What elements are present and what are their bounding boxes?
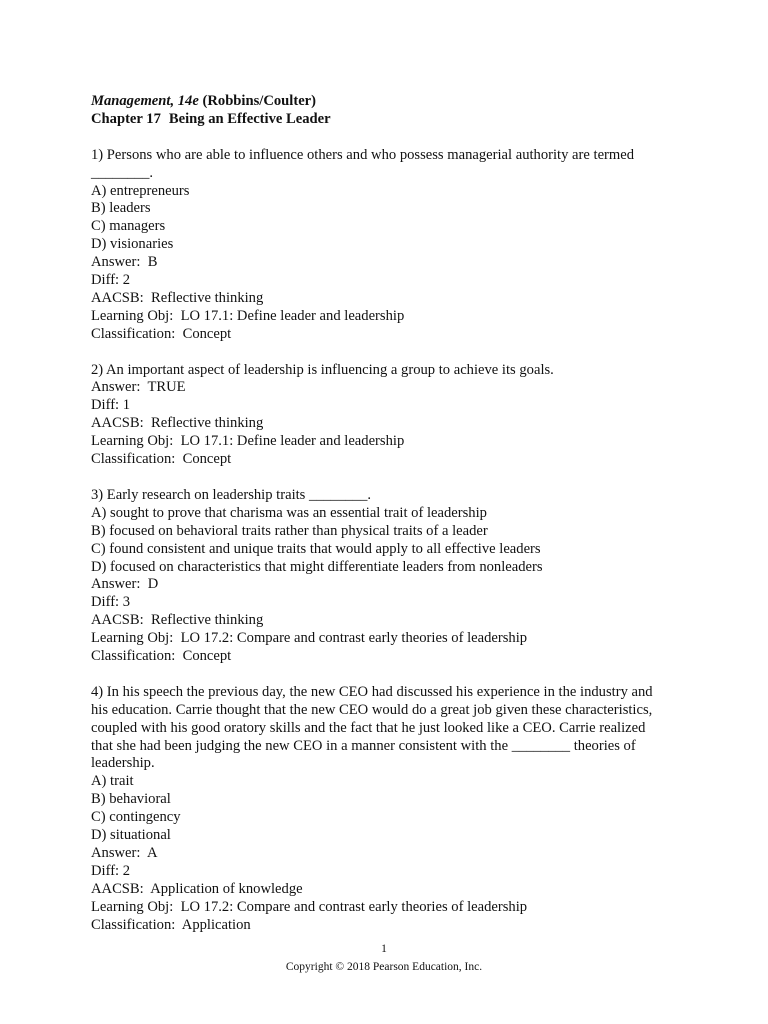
answer-option: A) entrepreneurs	[91, 182, 190, 199]
answer-option: B) leaders	[91, 200, 151, 217]
question-list	[91, 147, 691, 935]
answer-option: C) contingency	[91, 809, 181, 826]
question-text-line: 4) In his speech the previous day, the new CEO had discussed his experience in the industry and	[91, 683, 653, 700]
answer-line: Answer: B	[91, 254, 158, 271]
classification-line: Classification: Concept	[91, 325, 232, 342]
answer-option: D) visionaries	[91, 236, 174, 253]
question-block	[91, 487, 691, 666]
question-text-line: 1) Persons who are able to influence others and who possess managerial authority are termed	[91, 146, 635, 163]
question-block	[91, 684, 691, 935]
answer-option: B) focused on behavioral traits rather than physical traits of a leader	[91, 522, 488, 539]
question-text-line: his education. Carrie thought that the new CEO would do a great job given these characteristics,	[91, 701, 653, 718]
question-block	[91, 362, 691, 469]
copyright-notice: Copyright © 2018 Pearson Education, Inc.	[285, 961, 483, 973]
page-number: 1	[381, 943, 387, 955]
answer-line: Answer: TRUE	[91, 379, 186, 396]
question-text-line: 3) Early research on leadership traits ________.	[91, 486, 372, 503]
question-text-line: 2) An important aspect of leadership is influencing a group to achieve its goals.	[91, 361, 554, 378]
difficulty-line: Diff: 3	[91, 594, 131, 611]
book-authors: (Robbins/Coulter)	[202, 93, 317, 109]
difficulty-line: Diff: 1	[91, 397, 131, 414]
aacsb-line: AACSB: Reflective thinking	[91, 289, 264, 306]
answer-option: D) focused on characteristics that might differentiate leaders from nonleaders	[91, 558, 543, 575]
question-text-line: coupled with his good oratory skills and the fact that he just looked like a CEO. Carrie realized	[91, 719, 646, 736]
question-text-line: ________.	[91, 164, 154, 181]
answer-option: A) sought to prove that charisma was an essential trait of leadership	[91, 504, 487, 521]
chapter-heading	[91, 111, 691, 129]
book-title: Management, 14e	[91, 93, 199, 109]
classification-line: Classification: Application	[91, 916, 251, 933]
answer-line: Answer: D	[91, 576, 159, 593]
learning-objective-line: Learning Obj: LO 17.2: Compare and contrast early theories of leadership	[91, 898, 528, 915]
aacsb-line: AACSB: Reflective thinking	[91, 415, 264, 432]
aacsb-line: AACSB: Application of knowledge	[91, 880, 303, 897]
classification-line: Classification: Concept	[91, 451, 232, 468]
book-header	[91, 93, 691, 111]
classification-line: Classification: Concept	[91, 648, 232, 665]
learning-objective-line: Learning Obj: LO 17.1: Define leader and leadership	[91, 433, 405, 450]
answer-option: B) behavioral	[91, 791, 171, 808]
answer-option: D) situational	[91, 827, 171, 844]
difficulty-line: Diff: 2	[91, 862, 131, 879]
question-block	[91, 147, 691, 344]
question-text-line: that she had been judging the new CEO in a manner consistent with the ________ theories of	[91, 737, 636, 754]
answer-option: C) managers	[91, 218, 166, 235]
answer-option: A) trait	[91, 773, 134, 790]
chapter-title: Being an Effective Leader	[168, 110, 331, 127]
learning-objective-line: Learning Obj: LO 17.1: Define leader and leadership	[91, 307, 405, 324]
question-text-line: leadership.	[91, 755, 155, 772]
document-page	[91, 93, 691, 935]
difficulty-line: Diff: 2	[91, 272, 131, 289]
aacsb-line: AACSB: Reflective thinking	[91, 612, 264, 629]
answer-line: Answer: A	[91, 845, 158, 861]
learning-objective-line: Learning Obj: LO 17.2: Compare and contrast early theories of leadership	[91, 630, 528, 647]
chapter-number: Chapter 17	[91, 110, 161, 127]
answer-option: C) found consistent and unique traits that would apply to all effective leaders	[91, 540, 541, 557]
